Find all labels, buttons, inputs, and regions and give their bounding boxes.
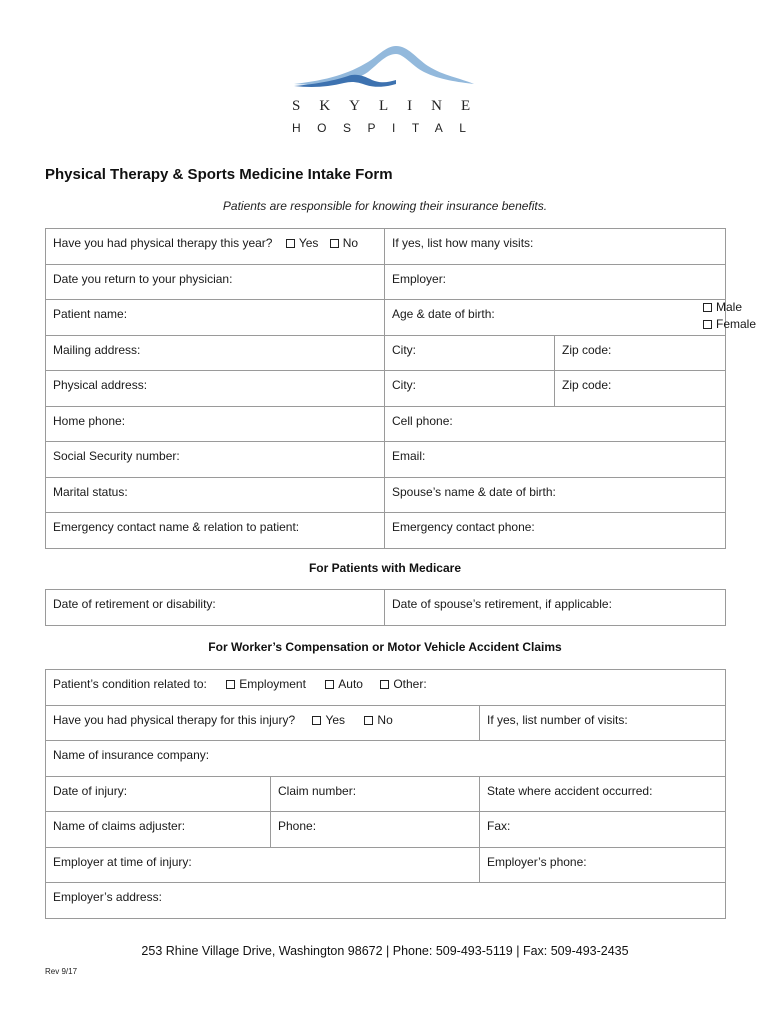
emergency-contact-field[interactable] bbox=[46, 513, 385, 549]
insurance-company-label: Name of insurance company: bbox=[53, 748, 210, 762]
injury-visits-field[interactable] bbox=[480, 705, 726, 741]
physical-address-label: Physical address: bbox=[53, 378, 148, 392]
patient-info-table bbox=[45, 228, 726, 549]
table-row bbox=[46, 406, 726, 442]
injury-yes-checkbox[interactable] bbox=[312, 716, 321, 725]
spouse-label: Spouse’s name & date of birth: bbox=[392, 484, 556, 499]
retirement-date-label: Date of retirement or disability: bbox=[53, 597, 216, 611]
table-row bbox=[46, 264, 726, 300]
pt-injury-label: Have you had physical therapy for this injury? bbox=[53, 712, 296, 727]
patient-name-field[interactable] bbox=[46, 300, 385, 336]
employer-at-injury-field[interactable] bbox=[46, 847, 480, 883]
city-label: City: bbox=[392, 342, 416, 357]
visits-field[interactable] bbox=[385, 229, 726, 265]
condition-related-label: Patient’s condition related to: bbox=[53, 677, 207, 691]
ssn-field[interactable] bbox=[46, 442, 385, 478]
age-dob-label: Age & date of birth: bbox=[392, 307, 495, 321]
form-subtitle: Patients are responsible for knowing their insurance benefits. bbox=[222, 199, 548, 213]
injury-visits-label: If yes, list number of visits: bbox=[487, 712, 628, 727]
spouse-field[interactable] bbox=[385, 477, 726, 513]
yes-label: Yes bbox=[298, 236, 319, 250]
physical-city-field[interactable] bbox=[385, 371, 555, 407]
revision-label: Rev 9/17 bbox=[45, 967, 78, 976]
spouse-retirement-field[interactable] bbox=[385, 590, 726, 626]
claims-adjuster-field[interactable] bbox=[46, 812, 271, 848]
table-row bbox=[46, 442, 726, 478]
ssn-label: Social Security number: bbox=[53, 449, 180, 463]
home-phone-label: Home phone: bbox=[53, 413, 126, 428]
logo-text-hospital: HOSPITAL bbox=[292, 121, 483, 135]
adjuster-phone-label: Phone: bbox=[278, 819, 317, 833]
claims-adjuster-label: Name of claims adjuster: bbox=[53, 819, 186, 833]
employer-label: Employer: bbox=[392, 271, 447, 286]
table-row bbox=[46, 705, 726, 741]
yes-checkbox[interactable] bbox=[286, 239, 295, 248]
cell-phone-label: Cell phone: bbox=[392, 413, 453, 428]
emergency-contact-label: Emergency contact name & relation to patient: bbox=[53, 520, 300, 534]
other-label: Other: bbox=[393, 677, 427, 691]
physical-address-field[interactable] bbox=[46, 371, 385, 407]
auto-checkbox[interactable] bbox=[325, 680, 334, 689]
adjuster-fax-field[interactable] bbox=[480, 812, 726, 848]
return-date-field[interactable] bbox=[46, 264, 385, 300]
medicare-table bbox=[45, 589, 726, 626]
employer-at-injury-label: Employer at time of injury: bbox=[53, 854, 192, 869]
table-row bbox=[46, 847, 726, 883]
employer-address-label: Employer’s address: bbox=[53, 890, 162, 904]
injury-date-label: Date of injury: bbox=[53, 783, 128, 798]
pt-injury-field[interactable] bbox=[46, 705, 480, 741]
pt-this-year-field[interactable] bbox=[46, 229, 385, 265]
return-date-label: Date you return to your physician: bbox=[53, 271, 233, 286]
table-row bbox=[46, 883, 726, 919]
employer-address-field[interactable] bbox=[46, 883, 726, 919]
marital-status-field[interactable] bbox=[46, 477, 385, 513]
mailing-zip-field[interactable] bbox=[555, 335, 726, 371]
emergency-phone-label: Emergency contact phone: bbox=[392, 520, 535, 534]
table-row bbox=[46, 670, 726, 706]
cell-phone-field[interactable] bbox=[385, 406, 726, 442]
male-label: Male bbox=[715, 300, 742, 314]
home-phone-field[interactable] bbox=[46, 406, 385, 442]
mailing-city-field[interactable] bbox=[385, 335, 555, 371]
table-row bbox=[46, 229, 726, 265]
no-checkbox[interactable] bbox=[330, 239, 339, 248]
pt-this-year-label: Have you had physical therapy this year? bbox=[53, 236, 273, 250]
visits-label: If yes, list how many visits: bbox=[392, 236, 534, 250]
female-label: Female bbox=[715, 317, 756, 331]
table-row bbox=[46, 513, 726, 549]
injury-no-label: No bbox=[377, 712, 393, 727]
gender-options bbox=[703, 299, 756, 333]
table-row bbox=[46, 812, 726, 848]
mailing-address-field[interactable] bbox=[46, 335, 385, 371]
employment-checkbox[interactable] bbox=[226, 680, 235, 689]
accident-state-field[interactable] bbox=[480, 776, 726, 812]
adjuster-phone-field[interactable] bbox=[271, 812, 480, 848]
table-row bbox=[46, 300, 726, 336]
employer-phone-label: Employer’s phone: bbox=[487, 854, 587, 869]
emergency-phone-field[interactable] bbox=[385, 513, 726, 549]
retirement-date-field[interactable] bbox=[46, 590, 385, 626]
table-row bbox=[46, 776, 726, 812]
email-field[interactable] bbox=[385, 442, 726, 478]
form-title: Physical Therapy & Sports Medicine Intake Form bbox=[45, 166, 393, 183]
spouse-retirement-label: Date of spouse’s retirement, if applicable: bbox=[392, 597, 612, 611]
claim-number-label: Claim number: bbox=[278, 783, 357, 798]
injury-yes-label: Yes bbox=[325, 712, 346, 727]
zip-label: Zip code: bbox=[562, 342, 612, 357]
physical-zip-field[interactable] bbox=[555, 371, 726, 407]
female-checkbox[interactable] bbox=[703, 320, 712, 329]
logo-text-skyline: SKYLINE bbox=[292, 98, 490, 114]
condition-related-field[interactable] bbox=[46, 670, 726, 706]
hospital-logo bbox=[288, 40, 488, 140]
mountain-logo-icon bbox=[288, 40, 488, 96]
claim-number-field[interactable] bbox=[271, 776, 480, 812]
table-row bbox=[46, 335, 726, 371]
age-dob-field[interactable] bbox=[385, 300, 726, 336]
workers-comp-table bbox=[45, 669, 726, 919]
city-label: City: bbox=[392, 378, 416, 392]
table-row bbox=[46, 371, 726, 407]
male-checkbox[interactable] bbox=[703, 303, 712, 312]
table-row bbox=[46, 590, 726, 626]
accident-state-label: State where accident occurred: bbox=[487, 783, 653, 798]
other-checkbox[interactable] bbox=[380, 680, 389, 689]
patient-name-label: Patient name: bbox=[53, 307, 128, 321]
table-row bbox=[46, 477, 726, 513]
zip-label: Zip code: bbox=[562, 378, 612, 392]
insurance-company-field[interactable] bbox=[46, 741, 726, 777]
injury-date-field[interactable] bbox=[46, 776, 271, 812]
email-label: Email: bbox=[392, 449, 426, 463]
footer-contact: 253 Rhine Village Drive, Washington 98672 | Phone: 509-493-5119 | Fax: 509-493-2435 bbox=[141, 944, 629, 958]
mailing-address-label: Mailing address: bbox=[53, 342, 141, 357]
employer-field[interactable] bbox=[385, 264, 726, 300]
medicare-heading: For Patients with Medicare bbox=[308, 561, 462, 575]
employment-label: Employment bbox=[239, 677, 306, 691]
injury-no-checkbox[interactable] bbox=[364, 716, 373, 725]
employer-phone-field[interactable] bbox=[480, 847, 726, 883]
auto-label: Auto bbox=[338, 677, 363, 691]
table-row bbox=[46, 741, 726, 777]
adjuster-fax-label: Fax: bbox=[487, 819, 511, 833]
no-label: No bbox=[342, 236, 359, 250]
workers-comp-heading: For Worker’s Compensation or Motor Vehicle Accident Claims bbox=[208, 640, 562, 654]
marital-status-label: Marital status: bbox=[53, 484, 128, 499]
